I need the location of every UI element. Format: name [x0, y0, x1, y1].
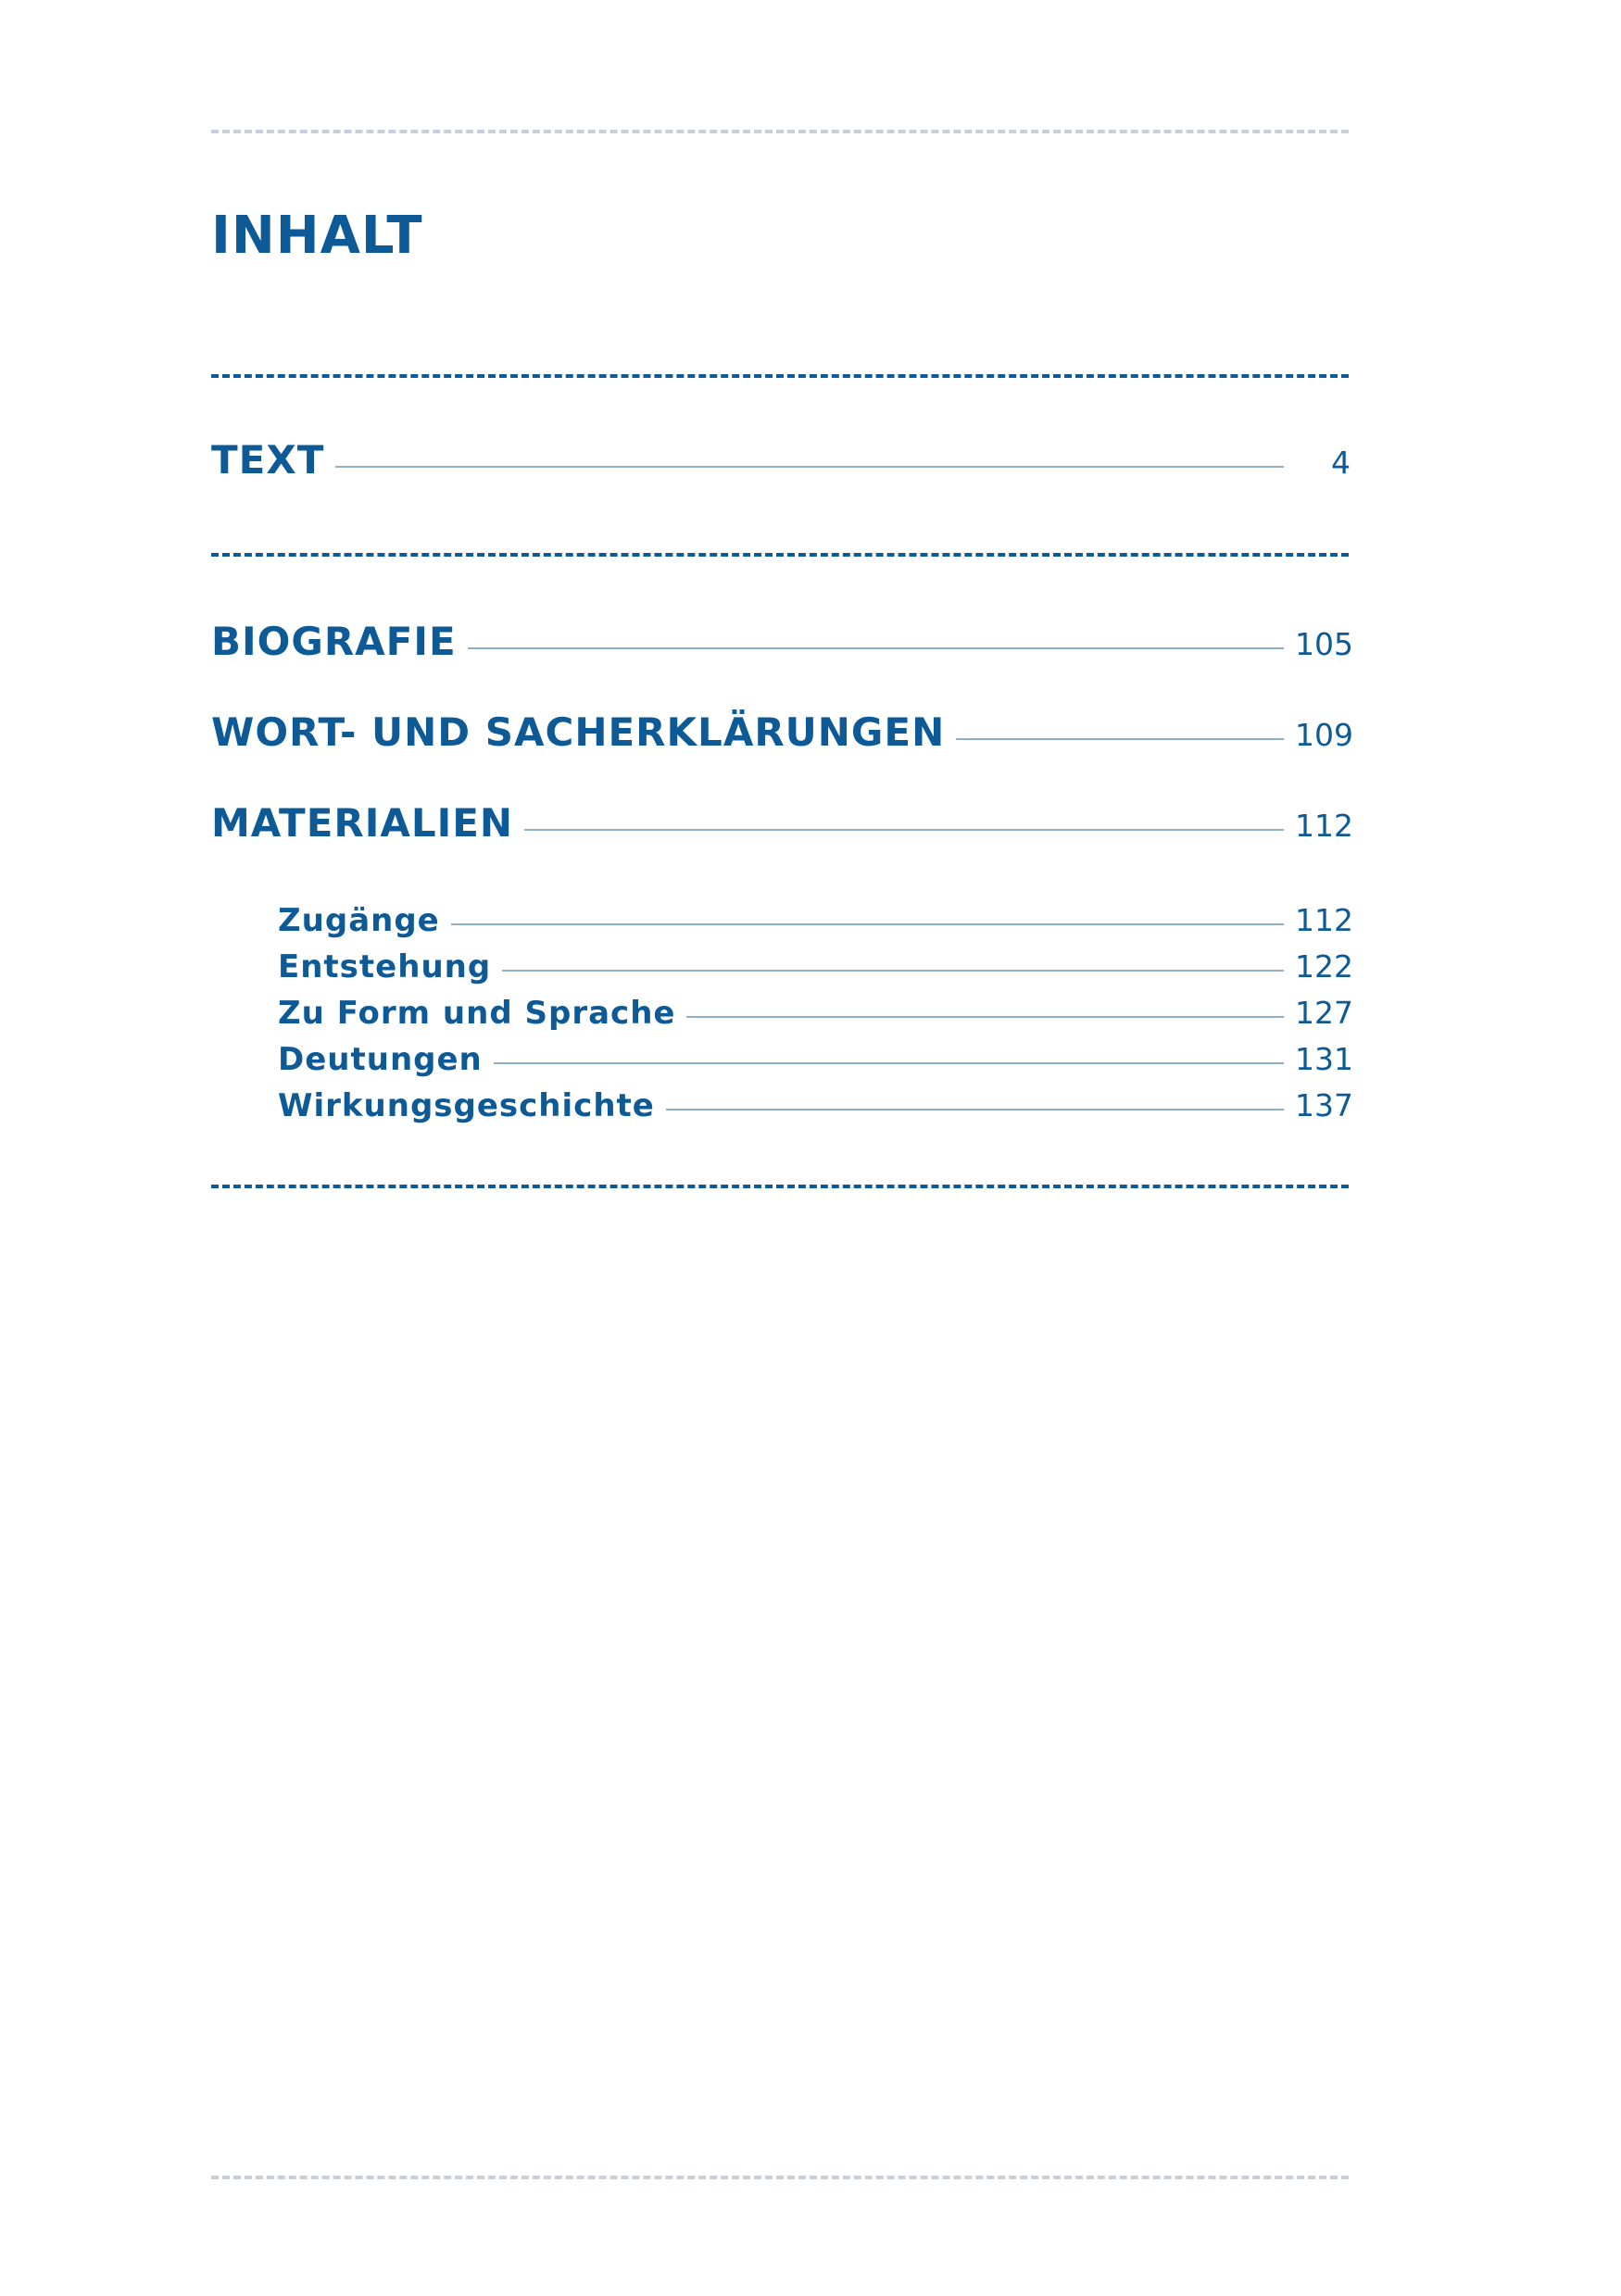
toc-subentry-label: Deutungen: [278, 1041, 483, 1078]
toc-subentry-label: Zugänge: [278, 902, 440, 939]
toc-page-number: 137: [1295, 1087, 1353, 1123]
toc-leader-line: [335, 466, 1284, 468]
toc-leader-line: [468, 647, 1284, 649]
toc-entry-text[interactable]: [211, 437, 1351, 483]
toc-leader-line: [686, 1016, 1284, 1018]
toc-page-number: 112: [1295, 902, 1353, 938]
toc-subentry-deutungen[interactable]: [278, 1041, 1351, 1078]
toc-entry-materialien[interactable]: [211, 800, 1351, 846]
toc-leader-line: [524, 829, 1284, 831]
toc-page-number: 105: [1295, 626, 1353, 662]
toc-leader-line: [956, 738, 1284, 740]
toc-leader-line: [494, 1062, 1284, 1064]
toc-page-number: 109: [1295, 717, 1353, 753]
bottom-divider: [211, 2176, 1349, 2179]
top-divider: [211, 130, 1349, 133]
toc-entry-label: MATERIALIEN: [211, 800, 514, 846]
toc-subentry-label: Entstehung: [278, 948, 492, 985]
toc-leader-line: [666, 1109, 1284, 1110]
toc-entry-label: TEXT: [211, 437, 325, 483]
toc-page-number: 127: [1295, 995, 1353, 1031]
toc-subentry-entstehung[interactable]: [278, 948, 1351, 985]
toc-leader-line: [451, 923, 1284, 925]
toc-page-number: 4: [1331, 445, 1351, 481]
toc-subentry-label: Wirkungsgeschichte: [278, 1087, 655, 1124]
section-divider: [211, 1185, 1349, 1188]
toc-page-number: 122: [1295, 948, 1353, 985]
toc-entry-wort-und-sacherklaerungen[interactable]: [211, 709, 1351, 755]
toc-subentry-zu-form-und-sprache[interactable]: [278, 995, 1351, 1032]
toc-leader-line: [502, 970, 1284, 972]
toc-subentry-zugaenge[interactable]: [278, 902, 1351, 939]
section-divider: [211, 553, 1349, 557]
toc-page-number: 131: [1295, 1041, 1353, 1077]
toc-entry-biografie[interactable]: [211, 619, 1351, 664]
toc-subentry-label: Zu Form und Sprache: [278, 995, 676, 1032]
toc-entry-label: WORT- UND SACHERKLÄRUNGEN: [211, 709, 946, 755]
toc-page-number: 112: [1295, 808, 1353, 844]
page-title: INHALT: [211, 206, 423, 266]
toc-entry-label: BIOGRAFIE: [211, 619, 457, 664]
section-divider: [211, 374, 1349, 378]
toc-subentry-wirkungsgeschichte[interactable]: [278, 1087, 1351, 1124]
